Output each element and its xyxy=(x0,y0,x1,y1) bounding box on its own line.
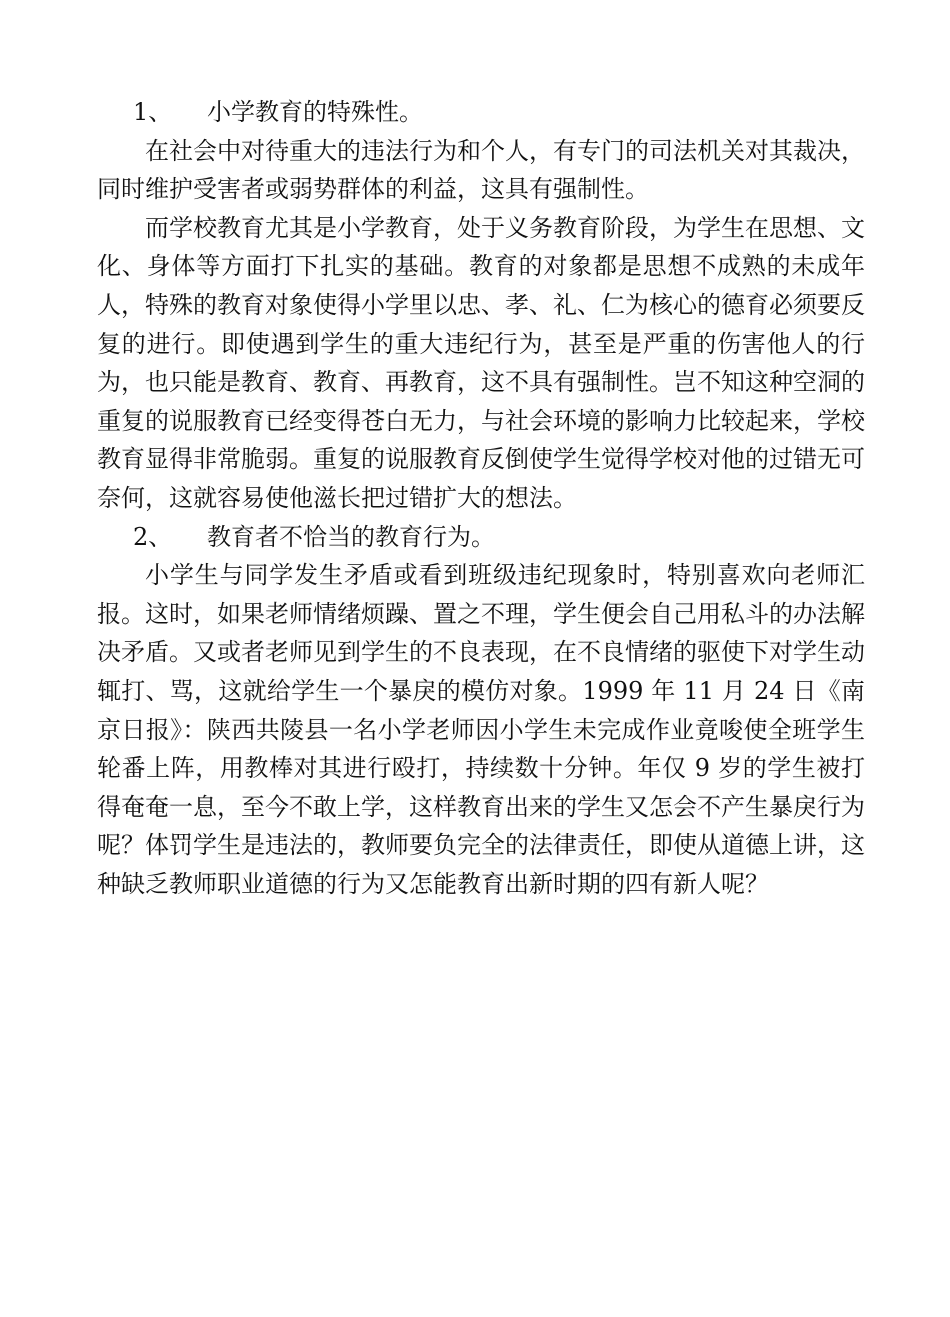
section-2-heading xyxy=(97,518,865,557)
section-1-number: 1、 xyxy=(133,98,173,126)
section-2-title: 教育者不恰当的教育行为。 xyxy=(207,522,495,551)
section-1-heading xyxy=(97,93,865,132)
section-1-paragraph-1: 在社会中对待重大的违法行为和个人，有专门的司法机关对其裁决，同时维护受害者或弱势群体的利益，这具有强制性。 xyxy=(97,136,865,204)
section-1-title: 小学教育的特殊性。 xyxy=(207,98,423,126)
section-2-number: 2、 xyxy=(133,522,173,551)
section-2-paragraph-1: 小学生与同学发生矛盾或看到班级违纪现象时，特别喜欢向老师汇报。这时，如果老师情绪烦躁、置之不理，学生便会自己用私斗的办法解决矛盾。又或者老师见到学生的不良表现，在不良情绪的驱使下对学生动辄打、骂，这就给学生一个暴戾的模仿对象。1999 年 11 月 24 日《南京日报》：陕西共陵县一名小学老师因小学生未完成作业竟唆使全班学生轮番上阵，用教棒对其进行殴打，持续数十分钟。年仅 9 岁的学生被打得奄奄一息，至今不敢上学，这样教育出来的学生又怎会不产生暴戾行为呢？体罚学生是违法的，教师要负完全的法律责任，即使从道德上讲，这种缺乏教师职业道德的行为又怎能教育出新时期的四有新人呢？ xyxy=(97,561,865,898)
section-1-paragraph-2: 而学校教育尤其是小学教育，处于义务教育阶段，为学生在思想、文化、身体等方面打下扎实的基础。教育的对象都是思想不成熟的未成年人，特殊的教育对象使得小学里以忠、孝、礼、仁为核心的德育必须要反复的进行。即使遇到学生的重大违纪行为，甚至是严重的伤害他人的行为，也只能是教育、教育、再教育，这不具有强制性。岂不知这种空洞的重复的说服教育已经变得苍白无力，与社会环境的影响力比较起来，学校教育显得非常脆弱。重复的说服教育反倒使学生觉得学校对他的过错无可奈何，这就容易使他滋长把过错扩大的想法。 xyxy=(97,213,865,512)
document-body xyxy=(97,93,865,903)
